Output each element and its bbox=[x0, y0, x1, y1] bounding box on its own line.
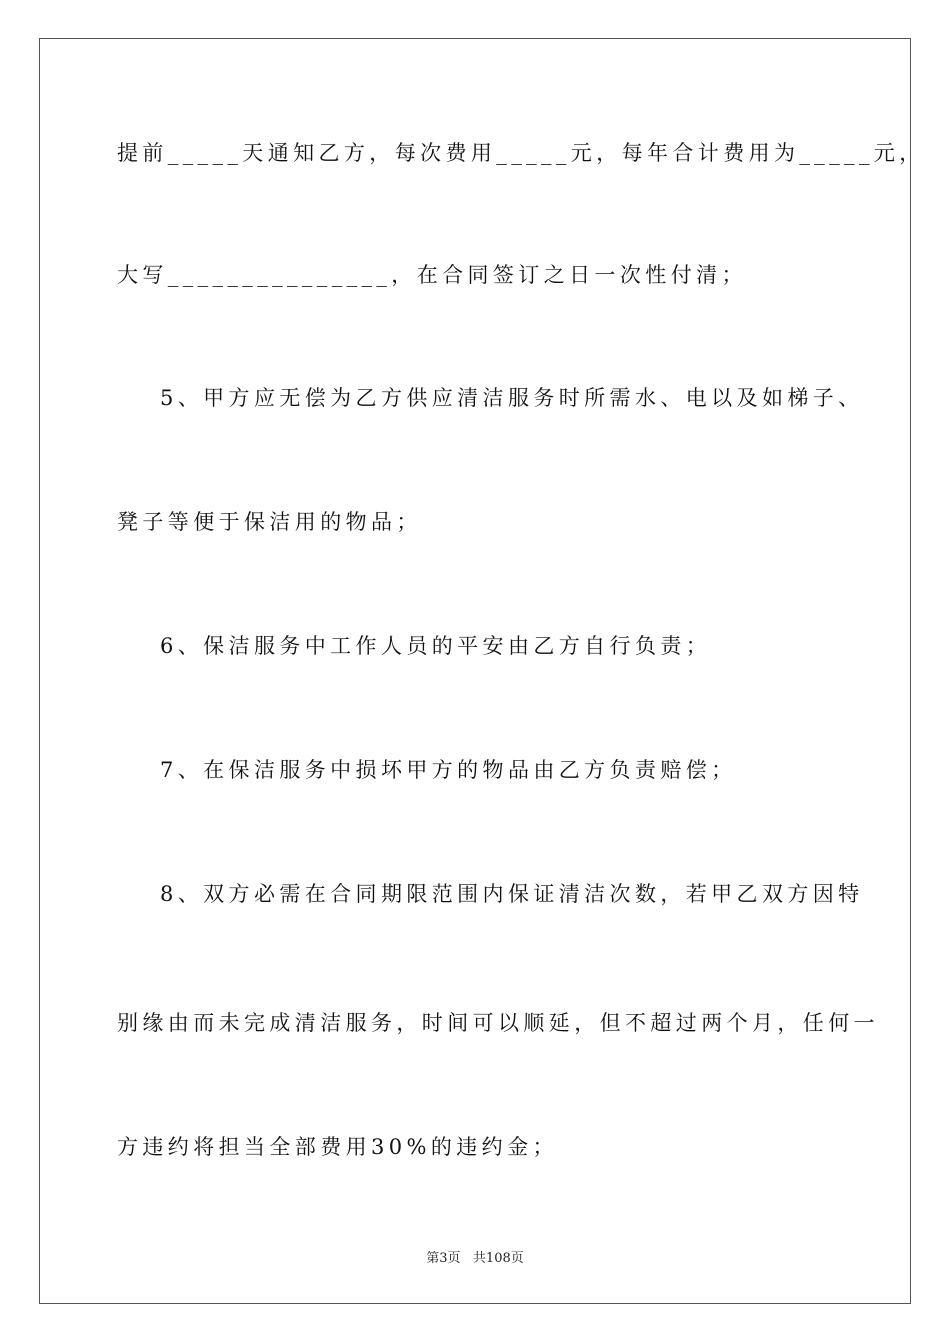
clause-5-line-1: 5、甲方应无偿为乙方供应清洁服务时所需水、电以及如梯子、 bbox=[160, 386, 864, 410]
clause-8-line-2: 别缘由而未完成清洁服务，时间可以顺延，但不超过两个月，任何一 bbox=[117, 1011, 879, 1035]
clause-7: 7、在保洁服务中损坏甲方的物品由乙方负责赔偿； bbox=[160, 758, 737, 782]
clause-6: 6、保洁服务中工作人员的平安由乙方自行负责； bbox=[160, 634, 712, 658]
clause-5-line-2: 凳子等便于保洁用的物品； bbox=[117, 510, 422, 534]
page-number-footer: 第3页 共108页 bbox=[426, 1251, 524, 1266]
page-border bbox=[39, 38, 911, 1304]
clause-8-line-1: 8、双方必需在合同期限范围内保证清洁次数，若甲乙双方因特 bbox=[160, 882, 864, 906]
paragraph-line-2: 大写_______________，在合同签订之日一次性付清； bbox=[117, 263, 747, 287]
paragraph-line-1: 提前_____天通知乙方，每次费用_____元，每年合计费用为_____元， bbox=[117, 141, 925, 165]
clause-8-line-3: 方违约将担当全部费用30%的违约金； bbox=[117, 1135, 558, 1159]
